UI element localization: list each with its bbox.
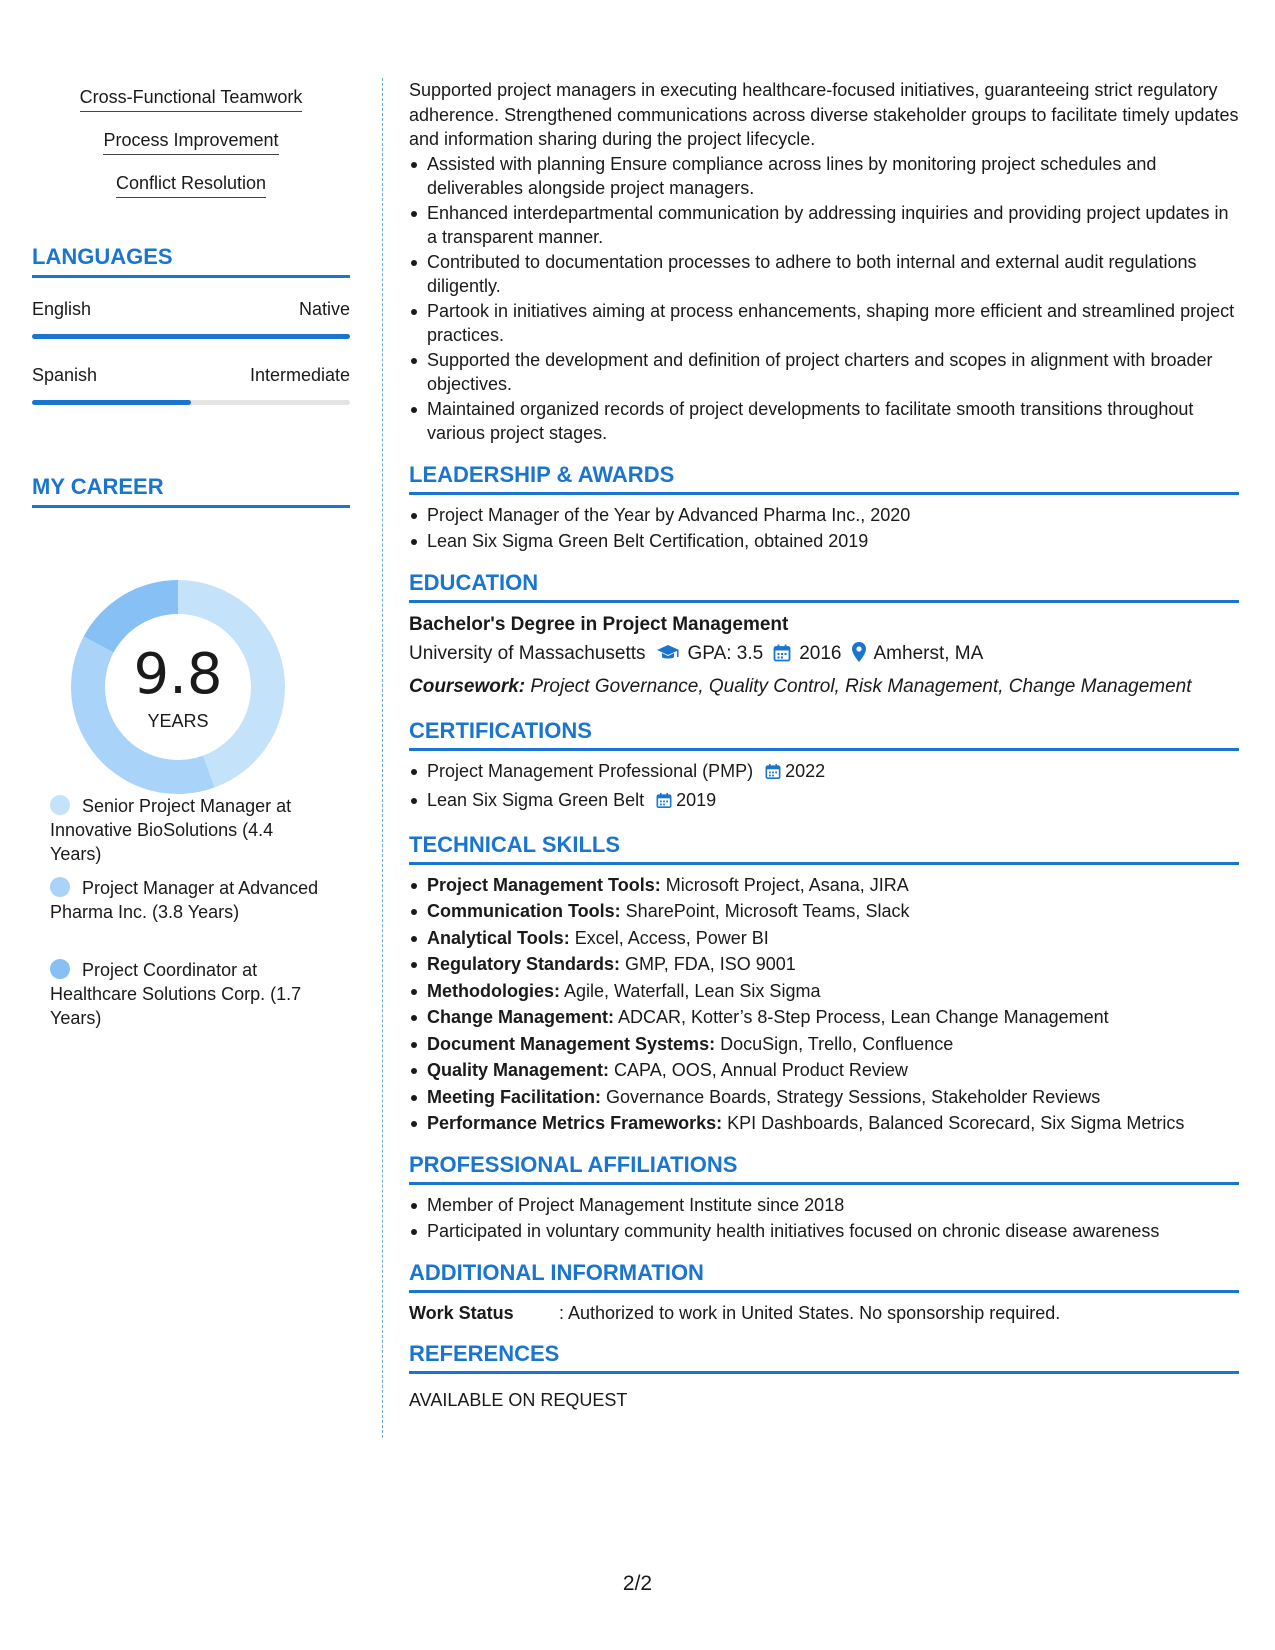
coursework-list: Project Governance, Quality Control, Risk Management, Change Management: [525, 675, 1192, 697]
skill-values: CAPA, OOS, Annual Product Review: [609, 1060, 908, 1080]
legend-text: Project Manager at Advanced Pharma Inc. (3.8 Years): [50, 878, 319, 922]
technical-skill-item: [409, 1032, 1239, 1057]
school-name: University of Massachusetts: [409, 642, 646, 664]
work-status-row: [409, 1301, 1239, 1326]
location-pin-icon: [852, 642, 866, 672]
work-status-label: Work Status: [409, 1302, 514, 1323]
skill-category: Project Management Tools:: [427, 874, 661, 895]
experience-bullet: Enhanced interdepartmental communication by addressing inquiries and providing project updates in a transparent manner.: [409, 201, 1239, 250]
affiliation-item: Member of Project Management Institute since 2018: [409, 1193, 1239, 1218]
legend-text: Project Coordinator at Healthcare Solutions Corp. (1.7 Years): [50, 960, 302, 1028]
skill-values: KPI Dashboards, Balanced Scorecard, Six Sigma Metrics: [722, 1113, 1185, 1133]
calendar-icon: [773, 642, 791, 672]
career-total-years: 9.8: [133, 642, 223, 707]
additional-info-heading: ADDITIONAL INFORMATION: [409, 1260, 1239, 1293]
experience-bullet: Assisted with planning Ensure compliance across lines by monitoring project schedules and deliverables alongside project managers.: [409, 152, 1239, 201]
references-section: [409, 1341, 1239, 1413]
career-heading: MY CAREER: [32, 474, 350, 508]
language-name: Spanish: [32, 365, 98, 385]
career-legend-item: [50, 958, 320, 1030]
leadership-section: [409, 462, 1239, 554]
graduation-year: 2016: [799, 642, 842, 664]
leadership-item: Project Manager of the Year by Advanced Pharma Inc., 2020: [409, 503, 1239, 528]
experience-bullet: Partook in initiatives aiming at process enhancements, shaping more efficient and streamlined project practices.: [409, 299, 1239, 348]
skill-values: Governance Boards, Strategy Sessions, Stakeholder Reviews: [601, 1086, 1101, 1107]
references-text: AVAILABLE ON REQUEST: [409, 1390, 628, 1410]
experience-bullets: [409, 152, 1239, 446]
skill-values: Excel, Access, Power BI: [569, 927, 769, 948]
skill-category: Meeting Facilitation:: [427, 1086, 602, 1107]
skill-values: GMP, FDA, ISO 9001: [620, 954, 796, 974]
certification-name: Lean Six Sigma Green Belt: [427, 790, 645, 810]
skill-category: Analytical Tools:: [427, 927, 570, 948]
technical-skill-item: [409, 979, 1239, 1004]
calendar-icon: [656, 791, 672, 816]
soft-skill-item: Cross-Functional Teamwork: [80, 86, 303, 112]
skill-values: Microsoft Project, Asana, JIRA: [660, 874, 909, 895]
calendar-icon: [765, 762, 781, 787]
career-legend-item: [50, 794, 320, 866]
experience-summary: Supported project managers in executing healthcare-focused initiatives, guaranteeing strict regulatory adherence. Strengthened communications across diverse stakeholder groups to facilitate timely updates and information sharing during the project lifecycle.: [409, 80, 1239, 149]
legend-text: Senior Project Manager at Innovative BioSolutions (4.4 Years): [50, 796, 292, 864]
right-column: [409, 78, 1239, 1413]
technical-skill-item: [409, 1111, 1239, 1136]
skill-values: DocuSign, Trello, Confluence: [715, 1033, 954, 1054]
skill-category: Communication Tools:: [427, 901, 621, 921]
soft-skills-list: [32, 86, 350, 215]
legend-dot: [50, 959, 70, 979]
school-location: Amherst, MA: [873, 642, 984, 664]
column-divider: [382, 78, 383, 1438]
career-legend-item: [50, 876, 320, 924]
legend-dot: [50, 795, 70, 815]
experience-bullet: Supported the development and definition of project charters and scopes in alignment with broader objectives.: [409, 348, 1239, 397]
technical-skills-section: [409, 832, 1239, 1136]
language-name: English: [32, 299, 92, 319]
education-section: [409, 570, 1239, 702]
skill-values: Agile, Waterfall, Lean Six Sigma: [560, 980, 821, 1001]
skill-category: Performance Metrics Frameworks:: [427, 1113, 723, 1133]
language-bar-fill: [32, 400, 191, 405]
education-details: [409, 639, 1239, 672]
additional-info-section: [409, 1260, 1239, 1326]
affiliations-section: [409, 1152, 1239, 1244]
technical-skill-item: [409, 1085, 1239, 1110]
experience-bullet: Contributed to documentation processes to adhere to both internal and external audit regulations diligently.: [409, 250, 1239, 299]
leadership-heading: LEADERSHIP & AWARDS: [409, 462, 1239, 495]
technical-skill-item: [409, 899, 1239, 924]
coursework-label: Coursework:: [409, 675, 526, 697]
skill-category: Change Management:: [427, 1007, 615, 1027]
career-donut-chart: [66, 575, 290, 799]
skill-category: Regulatory Standards:: [427, 954, 621, 974]
certification-item: [409, 788, 1239, 816]
work-status-value: : Authorized to work in United States. No sponsorship required.: [559, 1302, 1061, 1323]
graduation-cap-icon: [656, 642, 680, 672]
language-bar-track: [32, 400, 350, 405]
degree-title: Bachelor's Degree in Project Management: [409, 613, 789, 635]
coursework: [409, 672, 1239, 702]
affiliations-heading: PROFESSIONAL AFFILIATIONS: [409, 1152, 1239, 1185]
certification-year: 2022: [785, 760, 826, 781]
technical-skill-item: [409, 1005, 1239, 1030]
leadership-item: Lean Six Sigma Green Belt Certification, obtained 2019: [409, 529, 1239, 554]
technical-skill-item: [409, 1058, 1239, 1083]
career-years-label: YEARS: [147, 711, 209, 731]
skill-category: Methodologies:: [427, 980, 560, 1001]
skill-values: SharePoint, Microsoft Teams, Slack: [620, 901, 910, 921]
skill-values: ADCAR, Kotter’s 8-Step Process, Lean Change Management: [614, 1007, 1109, 1027]
language-level: Intermediate: [249, 365, 350, 385]
language-level: Native: [298, 299, 350, 319]
education-heading: EDUCATION: [409, 570, 1239, 603]
technical-skill-item: [409, 952, 1239, 977]
references-heading: REFERENCES: [409, 1341, 1239, 1374]
certifications-heading: CERTIFICATIONS: [409, 718, 1239, 751]
page-number: 2/2: [622, 1572, 653, 1595]
gpa: GPA: 3.5: [687, 642, 764, 664]
certification-item: [409, 759, 1239, 787]
certification-name: Project Management Professional (PMP): [427, 760, 754, 781]
technical-skill-item: [409, 873, 1239, 898]
skill-category: Document Management Systems:: [427, 1033, 716, 1054]
certifications-section: [409, 718, 1239, 816]
affiliation-item: Participated in voluntary community health initiatives focused on chronic disease awareness: [409, 1219, 1239, 1244]
certification-year: 2019: [676, 790, 717, 810]
technical-skills-heading: TECHNICAL SKILLS: [409, 832, 1239, 865]
experience-bullet: Maintained organized records of project developments to facilitate smooth transitions throughout various project stages.: [409, 397, 1239, 446]
technical-skill-item: [409, 926, 1239, 951]
languages-heading: LANGUAGES: [32, 244, 350, 278]
language-bar-track: [32, 334, 350, 339]
language-bar-fill: [32, 334, 350, 339]
skill-category: Quality Management:: [427, 1060, 610, 1080]
legend-dot: [50, 877, 70, 897]
soft-skill-item: Process Improvement: [103, 129, 278, 155]
soft-skill-item: Conflict Resolution: [116, 172, 266, 198]
